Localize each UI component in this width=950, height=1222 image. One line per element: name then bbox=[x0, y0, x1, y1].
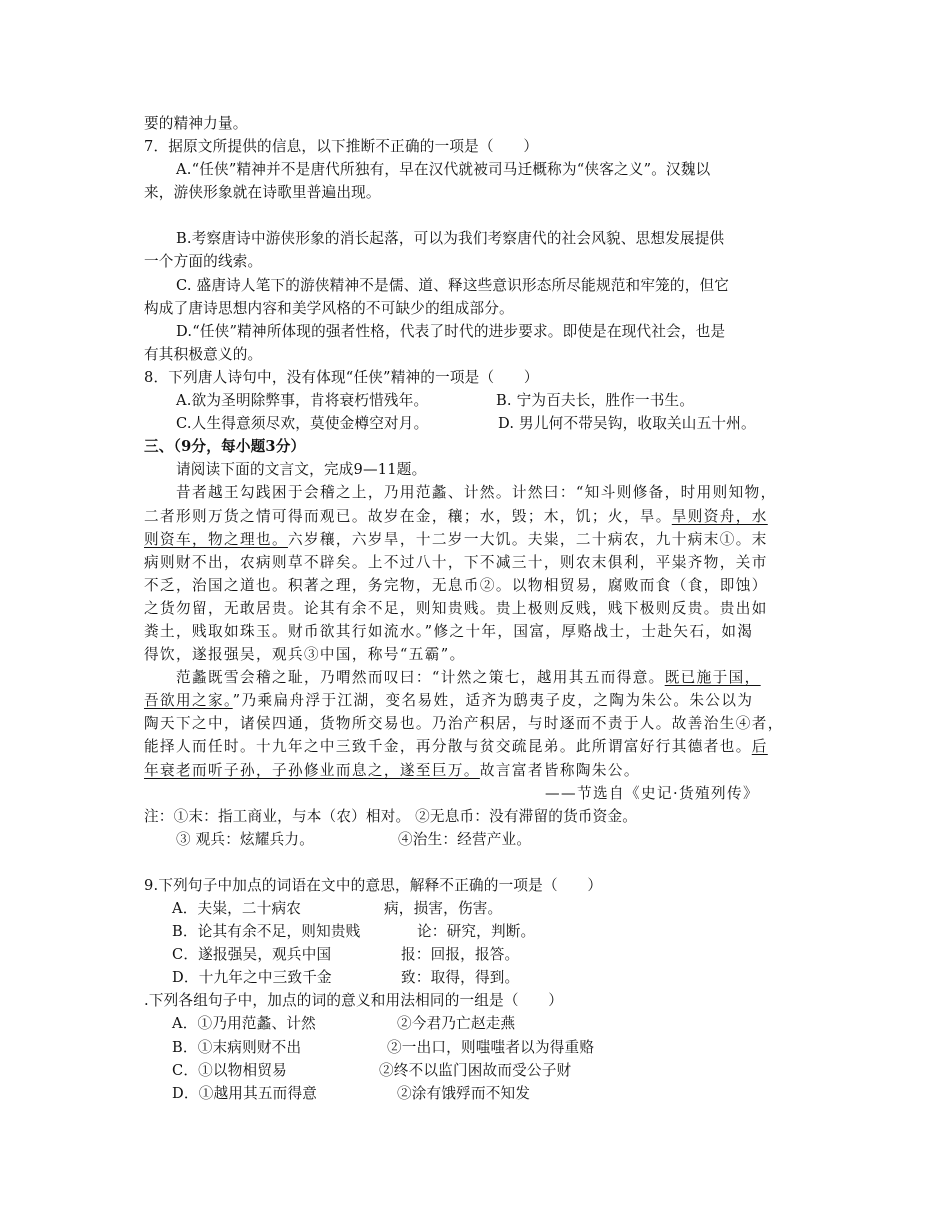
document-page bbox=[144, 112, 809, 1105]
passage-line: 之货勿留，无敢居贵。论其有余不足，则知贵贱。贵上极则反贱，贱下极则反贵。贵出如 bbox=[144, 599, 768, 617]
passage-line bbox=[144, 689, 809, 712]
option-7b: B.考察唐诗中游侠形象的消长起落，可以为我们考察唐代的社会风貌、思想发展提供 bbox=[176, 230, 725, 248]
option-10b-2: ②一出口，则嗤嗤者以为得重赂 bbox=[387, 1038, 595, 1056]
reading-instruction: 请阅读下面的文言文，完成9—11题。 bbox=[176, 461, 427, 479]
note-4: ④治生：经营产业。 bbox=[398, 830, 532, 848]
option-10d-2: ②涂有饿殍而不知发 bbox=[397, 1084, 531, 1102]
passage-line: 粪土，贱取如珠玉。财币欲其行如流水。”修之十年，国富，厚赂战士，士赴矢石，如渴 bbox=[144, 622, 754, 640]
option-9b-gloss: 论：研究，判断。 bbox=[417, 923, 536, 941]
option-8c: C.人生得意须尽欢，莫使金樽空对月。 bbox=[176, 415, 429, 433]
passage-line: 病则财不出，农病则草不辟矣。上不过八十，下不减三十，则农末俱利，平粜齐物，关市 bbox=[144, 553, 768, 571]
option-7b-cont: 一个方面的线索。 bbox=[144, 253, 263, 271]
passage-text: 故言富者皆称陶朱公。 bbox=[479, 761, 640, 779]
option-10c-2: ②终不以监门困故而受公子财 bbox=[379, 1061, 572, 1079]
option-10a bbox=[144, 1012, 809, 1035]
option-10b bbox=[144, 1036, 809, 1059]
option-9d bbox=[144, 966, 809, 989]
passage-text: ”乃乘扁舟浮于江湖，变名易姓，适齐为鸱夷子皮，之陶为朱公。朱公以为 bbox=[232, 692, 754, 710]
note-line-2 bbox=[144, 828, 809, 851]
passage-text: 能择人而任时。十九年之中三致千金，再分散与贫交疏昆弟。此所谓富好行其德者也。 bbox=[144, 738, 752, 756]
underlined-sentence: 旱则资舟，水 bbox=[671, 507, 768, 525]
blank-line bbox=[144, 204, 809, 227]
text-line: 要的精神力量。 bbox=[144, 115, 248, 132]
option-9b-sentence: B．论其有余不足，则知贵贱 bbox=[172, 923, 361, 941]
option-7c: C. 盛唐诗人笔下的游侠精神不是儒、道、释这些意识形态所尽能规范和牢笼的，但它 bbox=[176, 276, 730, 294]
passage-line: 不乏，治国之道也。积著之理，务完物，无息币②。以物相贸易，腐败而食（食，即蚀） bbox=[144, 576, 768, 594]
option-10c-1: C．①以物相贸易 bbox=[172, 1061, 287, 1079]
passage-line bbox=[144, 505, 809, 528]
passage-line: 得饮，遂报强吴，观兵③中国，称号“五霸”。 bbox=[144, 646, 466, 664]
option-9d-sentence: D．十九年之中三致千金 bbox=[172, 969, 332, 987]
options-8-cd bbox=[144, 412, 809, 435]
underlined-sentence: 年衰老而听子孙，子孙修业而息之，遂至巨万。 bbox=[144, 761, 480, 779]
passage-line bbox=[144, 666, 809, 689]
question-8: 8．下列唐人诗句中，没有体现“任侠”精神的一项是（ ） bbox=[144, 368, 539, 386]
option-7d-cont: 有其积极意义的。 bbox=[144, 345, 263, 363]
underlined-sentence: 后 bbox=[751, 738, 768, 756]
option-9d-gloss: 致：取得，得到。 bbox=[401, 969, 520, 987]
option-9a-gloss: 病，损害，伤害。 bbox=[384, 900, 503, 917]
underlined-sentence: 则资车，物之理也。 bbox=[144, 530, 288, 548]
question-10: .下列各组句子中，加点的词的意义和用法相同的一组是（ ） bbox=[144, 992, 564, 1010]
option-10d bbox=[144, 1082, 809, 1105]
option-7a-cont: 来，游侠形象就在诗歌里普遍出现。 bbox=[144, 184, 381, 202]
option-9a-sentence: A．夫粜，二十病农 bbox=[172, 900, 302, 917]
option-7a: A.“任侠”精神并不是唐代所独有，早在汉代就被司马迁概称为“侠客之义”。汉魏以 bbox=[176, 161, 711, 179]
section-3-heading: 三、（9分，每小题3分） bbox=[144, 438, 306, 456]
passage-text: 二者形则万货之情可得而观已。故岁在金，穰；水，毁；木，饥；火，旱。 bbox=[144, 507, 672, 525]
options-8-ab bbox=[144, 389, 809, 412]
blank-line bbox=[144, 851, 809, 874]
passage-text: 六岁穰，六岁旱，十二岁一大饥。夫粜，二十病农，九十病末①。末 bbox=[287, 530, 768, 548]
question-9: 9.下列句子中加点的词语在文中的意思，解释不正确的一项是（ ） bbox=[144, 876, 603, 894]
underlined-sentence: 既已施于国， bbox=[664, 669, 761, 687]
option-8d: D. 男儿何不带吴钩，收取关山五十州。 bbox=[498, 415, 756, 433]
option-10a-1: A．①乃用范蠡、计然 bbox=[172, 1015, 316, 1033]
note-3: ③ 观兵：炫耀兵力。 bbox=[176, 830, 314, 848]
option-10b-1: B．①末病则财不出 bbox=[172, 1038, 302, 1056]
option-7d: D.“任侠”精神所体现的强者性格，代表了时代的进步要求。即使是在现代社会，也是 bbox=[176, 322, 726, 340]
option-9b bbox=[144, 920, 809, 943]
option-10c bbox=[144, 1059, 809, 1082]
passage-source: ——节选自《史记·货殖列传》 bbox=[545, 784, 759, 802]
passage-line: 昔者越王勾践困于会稽之上，乃用范蠡、计然。计然曰：“知斗则修备，时用则知物， bbox=[176, 484, 777, 502]
option-8a: A.欲为圣明除弊事，肯将衰朽惜残年。 bbox=[176, 392, 429, 410]
option-10a-2: ②今君乃亡赵走燕 bbox=[397, 1015, 516, 1033]
note-line-1: 注：①末：指工商业，与本（农）相对。 ②无息币：没有滞留的货币资金。 bbox=[144, 807, 638, 825]
option-9a bbox=[144, 897, 809, 920]
underlined-sentence: 吾欲用之家。 bbox=[144, 692, 233, 710]
passage-line: 陶天下之中，诸侯四通，货物所交易也。乃治产积居，与时逐而不责于人。故善治生④者， bbox=[144, 715, 784, 733]
option-7c-cont: 构成了唐诗思想内容和美学风格的不可缺少的组成部分。 bbox=[144, 299, 514, 317]
option-8b: B. 宁为百夫长，胜作一书生。 bbox=[496, 392, 695, 410]
passage-line bbox=[144, 735, 809, 758]
option-10d-1: D．①越用其五而得意 bbox=[172, 1084, 318, 1102]
passage-line bbox=[144, 528, 809, 551]
option-9c bbox=[144, 943, 809, 966]
passage-text: 范蠡既雪会稽之耻，乃喟然而叹曰：“计然之策七，越用其五而得意。 bbox=[176, 669, 665, 687]
passage-line bbox=[144, 759, 809, 782]
option-9c-sentence: C．遂报强吴，观兵中国 bbox=[172, 946, 332, 964]
question-7: 7．据原文所提供的信息，以下推断不正确的一项是（ ） bbox=[144, 138, 539, 156]
option-9c-gloss: 报：回报，报答。 bbox=[401, 946, 520, 964]
